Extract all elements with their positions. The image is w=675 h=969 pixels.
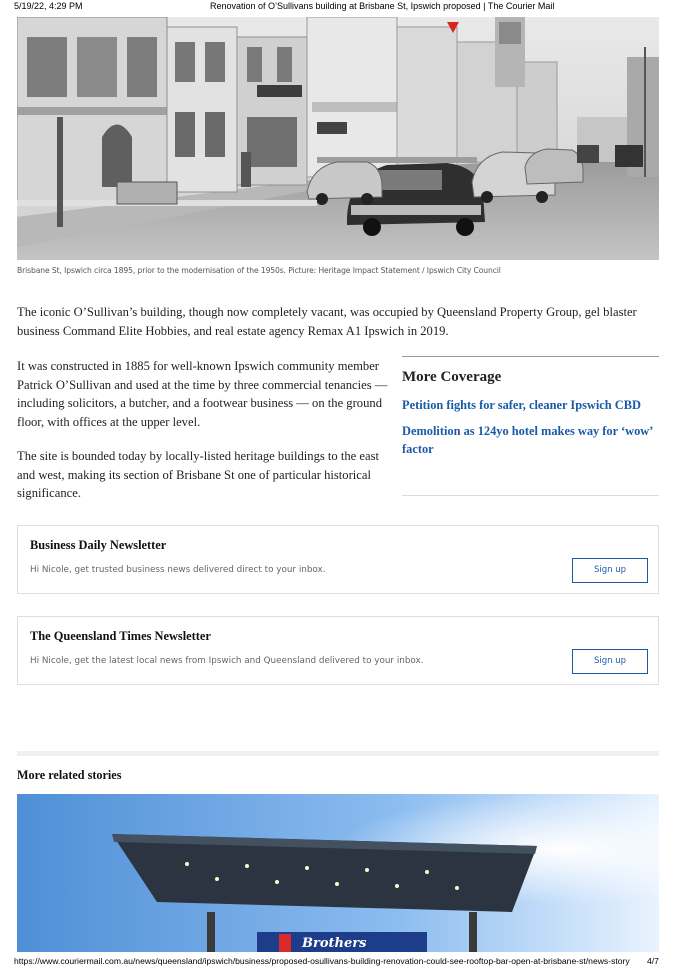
print-page-title: Renovation of O’Sullivans building at Brisbane St, Ipswich proposed | The Courier Mail (210, 1, 555, 11)
section-divider (17, 751, 659, 756)
hero-photo-illustration (17, 17, 659, 260)
newsletter-signup-button[interactable]: Sign up (572, 649, 648, 674)
newsletter-card-queensland-times (17, 616, 659, 685)
print-page-number: 4/7 (647, 956, 659, 966)
newsletter-description: Hi Nicole, get trusted business news delivered direct to your inbox. (30, 565, 326, 575)
newsletter-title: Business Daily Newsletter (30, 538, 167, 552)
article-paragraph-3: The site is bounded today by locally-listed heritage buildings to the east and west, making its section of Brisbane St one of particular historical significance. (17, 449, 379, 500)
newsletter-title: The Queensland Times Newsletter (30, 629, 211, 643)
article-paragraph-2: It was constructed in 1885 for well-known Ipswich community member Patrick O’Sullivan and used at the time by three commercial tenancies — including solicitors, a butcher, and a footwear business — on the ground floor, with offices at the upper level. (17, 359, 388, 429)
more-coverage-heading: More Coverage (402, 369, 502, 385)
related-photo-illustration (17, 794, 659, 952)
related-story-image[interactable] (17, 794, 659, 952)
related-sign-text: Brothers (302, 936, 367, 951)
print-footer (0, 955, 675, 969)
print-date: 5/19/22, 4:29 PM (14, 1, 83, 11)
related-stories-heading: More related stories (17, 768, 122, 782)
hero-image (17, 17, 659, 260)
article-paragraph-1: The iconic O’Sullivan’s building, though now completely vacant, was occupied by Queensland Property Group, gel blaster business Command Elite Hobbies, and real estate agency Remax A1 Ipswich in 2019. (17, 305, 637, 338)
newsletter-signup-button[interactable]: Sign up (572, 558, 648, 583)
print-header (0, 0, 675, 14)
newsletter-card-business-daily (17, 525, 659, 594)
coverage-link-demolition[interactable]: Demolition as 124yo hotel makes way for ‘wow’ factor (402, 423, 653, 456)
newsletter-description: Hi Nicole, get the latest local news from Ipswich and Queensland delivered to your inbox. (30, 656, 424, 666)
more-coverage-panel (402, 356, 659, 496)
hero-caption: Brisbane St, Ipswich circa 1895, prior to the modernisation of the 1950s. Picture: Heritage Impact Statement / Ipswich City Council (17, 266, 501, 275)
print-url: https://www.couriermail.com.au/news/queensland/ipswich/business/proposed-osullivans-building-renovation-could-see-rooftop-bar-open-at-brisbane-st/news-story (14, 956, 630, 966)
coverage-link-petition[interactable]: Petition fights for safer, cleaner Ipswich CBD (402, 398, 641, 412)
